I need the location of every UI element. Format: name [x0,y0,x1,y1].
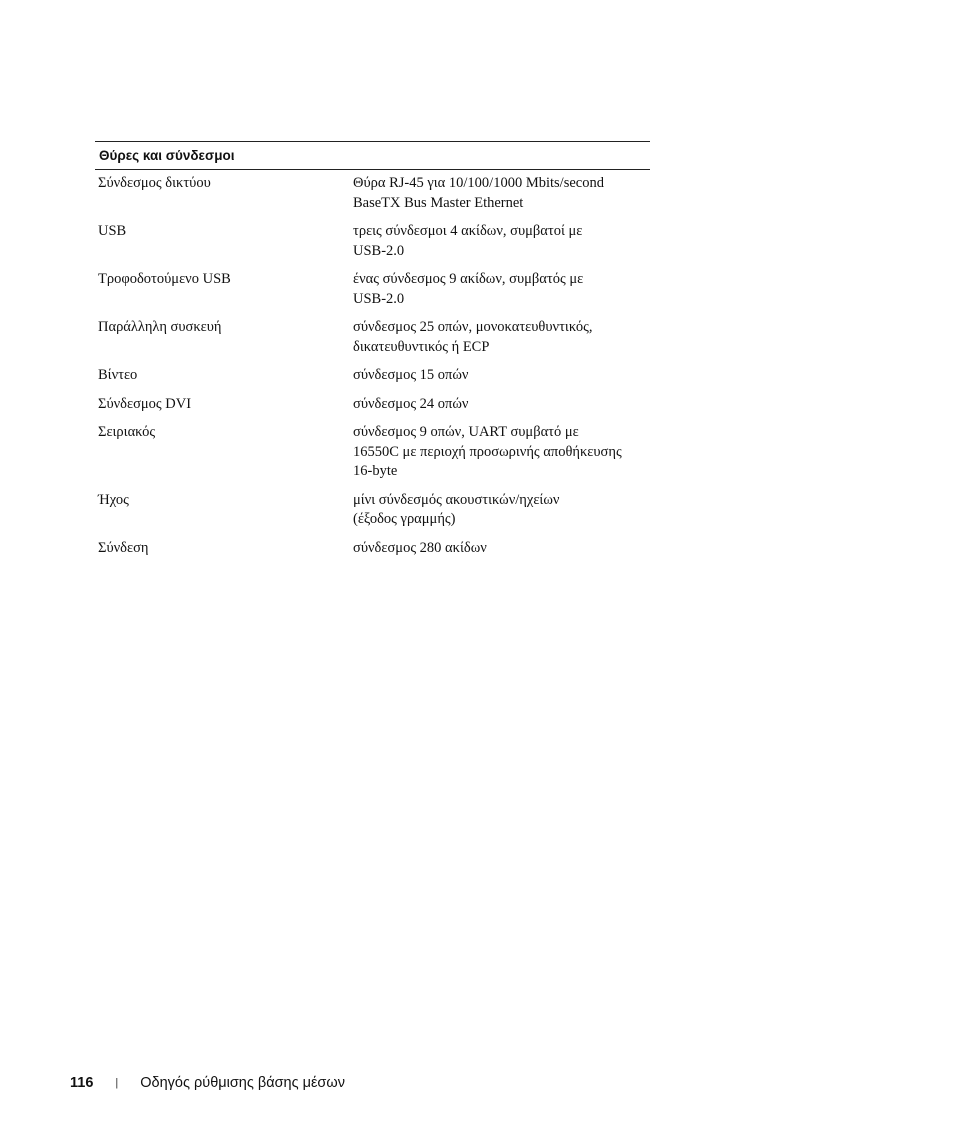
page-footer [70,1075,345,1091]
footer-separator: | [115,1077,119,1089]
row-label: Τροφοδοτούμενο USB [98,271,231,287]
row-value-line: BaseTX Bus Master Ethernet [353,194,524,211]
table-row [95,366,650,386]
table-row [95,174,650,213]
row-label: Παράλληλη συσκευή [98,319,222,335]
row-value-line: Θύρα RJ-45 για 10/100/1000 Mbits/second [353,175,604,191]
row-value-line: (έξοδος γραμμής) [353,511,456,527]
row-value-line: USB-2.0 [353,242,405,259]
row-label: Βίντεο [98,367,138,383]
footer-title: Οδηγός ρύθμισης βάσης μέσων [140,1075,345,1091]
row-value-line: σύνδεσμος 280 ακίδων [353,539,487,556]
row-value [353,539,650,559]
row-label: Σύνδεση [98,539,149,556]
row-value [353,318,650,357]
row-value-line: σύνδεσμος 9 οπών, UART συμβατό με [353,424,579,440]
table-row [95,423,650,482]
row-value-line: δικατευθυντικός ή ECP [353,338,490,355]
row-label: USB [98,223,127,239]
row-value-line: 16550C με περιοχή προσωρινής αποθήκευσης [353,443,622,460]
row-value [353,423,650,482]
row-value-line: μίνι σύνδεσμός ακουστικών/ηχείων [353,491,560,508]
row-value-line: ένας σύνδεσμος 9 ακίδων, συμβατός με [353,271,584,287]
row-label: Σύνδεσμος DVI [98,395,192,412]
row-value-line: USB-2.0 [353,290,405,307]
row-label: Σύνδεσμος δικτύου [98,175,211,191]
row-value-line: σύνδεσμος 25 οπών, μονοκατευθυντικός, [353,319,593,335]
row-value-line: 16-byte [353,463,398,479]
table-row [95,491,650,530]
row-value-line: τρεις σύνδεσμοι 4 ακίδων, συμβατοί με [353,223,583,239]
row-value [353,222,650,261]
table-body [95,170,650,558]
page-number: 116 [70,1075,94,1091]
table-header-label: Θύρες και σύνδεσμοι [99,148,235,163]
row-value-line: σύνδεσμος 24 οπών [353,395,469,412]
table-row [95,395,650,415]
row-value-line: σύνδεσμος 15 οπών [353,367,469,383]
table-row [95,318,650,357]
table-header [95,142,650,169]
row-label: Σειριακός [98,424,156,440]
row-value [353,270,650,309]
row-value [353,395,650,415]
table-row [95,539,650,559]
table-row [95,222,650,261]
specs-table [95,141,650,567]
table-row [95,270,650,309]
row-value [353,366,650,386]
row-value [353,174,650,213]
row-label: Ήχος [98,491,129,508]
row-value [353,491,650,530]
